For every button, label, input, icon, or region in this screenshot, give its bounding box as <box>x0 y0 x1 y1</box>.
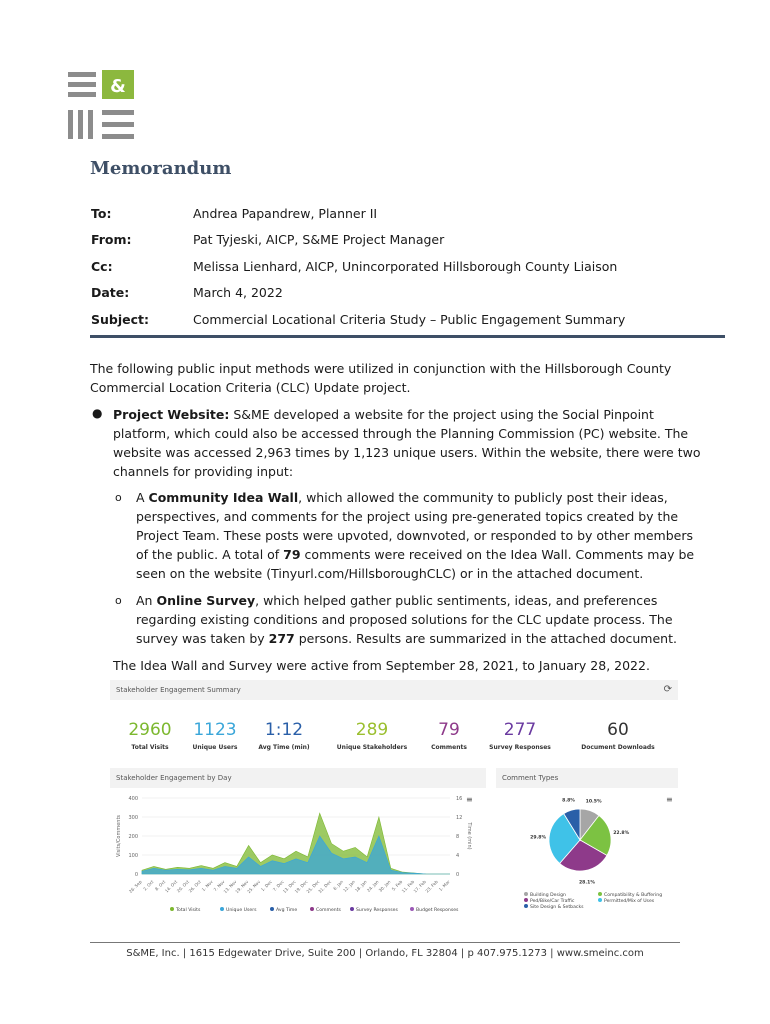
x-tick-label: 18. Jan <box>354 879 368 893</box>
legend-label[interactable]: Total Visits <box>176 908 201 913</box>
header-divider <box>90 335 725 338</box>
header-value-date: March 4, 2022 <box>193 285 283 300</box>
legend-label[interactable]: Ped/Bike/Car Traffic <box>530 899 575 904</box>
x-tick-label: 31. Dec <box>317 879 333 895</box>
x-tick-label: 7. Dec <box>271 879 285 893</box>
x-tick-label: 1. Dec <box>259 879 274 893</box>
x-tick-label: 25. Nov <box>246 879 262 895</box>
y-tick-label: 200 <box>128 834 138 840</box>
kpi-label-total-visits: Total Visits <box>131 744 169 751</box>
x-tick-label: 1. Nov <box>200 879 214 893</box>
comment-types-title: Comment Types <box>502 774 559 782</box>
kpi-value-unique-users: 1123 <box>193 720 237 740</box>
kpi-value-unique-stakeholders: 289 <box>355 720 389 740</box>
pie-data-label: 10.5% <box>585 799 602 805</box>
header-label-to: To: <box>91 206 112 221</box>
legend-marker <box>524 892 528 896</box>
x-tick-label: 26. Oct <box>187 879 202 894</box>
intro-line-1: The following public input methods were utilized in conjunction with the Hillsborough County <box>90 361 672 376</box>
kpi-label-avg-time: Avg Time (min) <box>258 744 310 751</box>
bullet1-line-3: website was accessed 2,963 times by 1,123 unique users. Within the website, there were two <box>113 445 701 460</box>
kpi-label-document-downloads: Document Downloads <box>581 744 655 751</box>
legend-marker <box>310 907 314 911</box>
x-tick-label: 7. Nov <box>212 879 226 893</box>
x-tick-label: 23. Feb <box>424 879 439 894</box>
kpi-label-unique-stakeholders: Unique Stakeholders <box>336 744 408 751</box>
x-tick-label: 17. Feb <box>412 879 428 894</box>
bullet1-line-1 <box>113 405 654 424</box>
engagement-dashboard <box>110 678 678 918</box>
y-tick-label: 100 <box>128 853 138 859</box>
sub1-line-2: perspectives, and comments for the project using pre-generated topics created by the <box>136 509 679 524</box>
sub2-line-3 <box>136 629 677 648</box>
sub2-line3-pre: survey was taken by <box>136 631 269 646</box>
engagement-by-day-chart <box>110 790 480 918</box>
y2-tick-label: 4 <box>456 853 460 859</box>
sub1-line4-post: comments were received on the Idea Wall. Comments may be <box>300 547 695 562</box>
kpi-value-document-downloads: 60 <box>607 720 629 740</box>
sub2-line-1 <box>136 591 657 610</box>
pie-data-label: 29.8% <box>530 835 547 841</box>
closing-line: The Idea Wall and Survey were active from September 28, 2021, to January 28, 2022. <box>113 658 650 673</box>
intro-line-2: Commercial Location Criteria (CLC) Update project. <box>90 380 411 395</box>
x-tick-label: 20. Oct <box>175 879 191 894</box>
x-tick-label: 8. Oct <box>153 879 167 892</box>
header-label-cc: Cc: <box>91 259 113 274</box>
comment-types-panel-header <box>496 768 678 788</box>
header-value-subject: Commercial Locational Criteria Study – Public Engagement Summary <box>193 312 626 327</box>
y-tick-label: 300 <box>128 815 138 821</box>
header-label-date: Date: <box>91 285 130 300</box>
x-tick-label: 19. Dec <box>293 879 309 895</box>
sub-bullet-circle: o <box>115 594 122 607</box>
footer-divider <box>90 942 680 943</box>
x-tick-label: 6. Jan <box>332 879 345 892</box>
x-tick-label: 26. Sep <box>127 879 143 894</box>
y-tick-label: 0 <box>134 872 138 878</box>
sub1-line4-num: 79 <box>283 547 301 562</box>
sub1-line4-pre: of the public. A total of <box>136 547 284 562</box>
kpi-value-survey-responses: 277 <box>503 720 537 740</box>
legend-label[interactable]: Unique Users <box>226 908 257 913</box>
x-tick-label: 1. Mar <box>437 879 451 893</box>
legend-marker <box>170 907 174 911</box>
header-value-from: Pat Tyjeski, AICP, S&ME Project Manager <box>193 232 445 247</box>
footer-address: S&ME, Inc. | 1615 Edgewater Drive, Suite 200 | Orlando, FL 32804 | p 407.975.1273 | www.smeinc.com <box>126 948 644 959</box>
memo-title: Memorandum <box>90 158 232 179</box>
kpi-label-comments: Comments <box>431 744 467 751</box>
sme-logo <box>68 70 138 140</box>
x-tick-label: 2. Oct <box>142 879 155 892</box>
chart-menu-icon[interactable]: ≡ <box>466 795 473 804</box>
header-value-to: Andrea Papandrew, Planner II <box>193 206 378 221</box>
sub1-line-3: Project Team. These posts were upvoted, downvoted, or responded to by other members <box>136 528 693 543</box>
x-tick-label: 12. Jan <box>342 879 356 893</box>
dashboard-title-bar <box>110 680 678 700</box>
x-tick-label: 24. Jan <box>365 879 380 893</box>
bullet1-lead: Project Website: <box>113 407 230 422</box>
y-tick-label: 400 <box>128 796 138 802</box>
y2-tick-label: 0 <box>456 872 460 878</box>
chart-menu-icon[interactable]: ≡ <box>666 795 673 804</box>
bullet1-line-4: channels for providing input: <box>113 464 294 479</box>
y-axis-label: Visits/Comments <box>116 814 122 858</box>
bullet1-line-2: platform, which could also be accessed through the Planning Commission (PC) website. The <box>113 426 689 441</box>
legend-marker <box>598 898 602 902</box>
refresh-icon[interactable]: ⟳ <box>663 684 672 695</box>
by-day-panel-header <box>110 768 486 788</box>
x-tick-label: 11. Feb <box>400 879 416 894</box>
header-value-cc: Melissa Lienhard, AICP, Unincorporated Hillsborough County Liaison <box>193 259 618 274</box>
legend-label[interactable]: Avg Time <box>276 908 298 913</box>
y2-tick-label: 8 <box>456 834 460 840</box>
sub2-line3-post: persons. Results are summarized in the attached document. <box>294 631 677 646</box>
sub1-pre: A <box>136 490 149 505</box>
legend-label[interactable]: Comments <box>316 908 341 913</box>
legend-marker <box>410 907 414 911</box>
sub-bullet-circle: o <box>115 491 122 504</box>
sub1-line-5: seen on the website (Tinyurl.com/HillsboroughCLC) or in the attached document. <box>136 566 644 581</box>
kpi-value-comments: 79 <box>438 720 460 740</box>
pie-data-label: 22.8% <box>613 830 630 836</box>
sub2-line1-text: , which helped gather public sentiments, ideas, and preferences <box>255 593 658 608</box>
kpi-label-survey-responses: Survey Responses <box>489 744 551 751</box>
header-label-subject: Subject: <box>91 312 149 327</box>
y2-tick-label: 16 <box>456 796 463 802</box>
x-tick-label: 13. Nov <box>222 879 238 895</box>
pie-data-label: 8.8% <box>562 798 575 804</box>
x-tick-label: 19. Nov <box>234 879 250 895</box>
header-label-from: From: <box>91 232 132 247</box>
legend-label[interactable]: Building Design <box>530 893 566 898</box>
legend-label[interactable]: Compatibility & Buffering <box>604 893 663 898</box>
x-tick-label: 25. Dec <box>305 879 321 895</box>
legend-label[interactable]: Budget Responses <box>416 908 459 913</box>
legend-marker <box>524 898 528 902</box>
kpi-value-total-visits: 2960 <box>128 720 172 740</box>
legend-marker <box>220 907 224 911</box>
logo-amp: & <box>110 76 126 97</box>
legend-marker <box>524 904 528 908</box>
sub1-lead: Community Idea Wall <box>148 490 299 505</box>
sub2-line-2: regarding existing conditions and proposed solutions for the CLC update process. The <box>136 612 673 627</box>
bullet-dot: ● <box>92 406 103 420</box>
sub2-lead: Online Survey <box>156 593 256 608</box>
y2-axis-label: Time (min) <box>466 822 472 850</box>
bullet1-line1-text: S&ME developed a website for the project using the Social Pinpoint <box>229 407 654 422</box>
x-tick-label: 13. Dec <box>281 879 297 895</box>
sub1-line-4 <box>136 545 694 564</box>
legend-label[interactable]: Survey Responses <box>356 908 398 913</box>
comment-types-pie-chart <box>496 790 676 918</box>
legend-marker <box>598 892 602 896</box>
x-tick-label: 5. Feb <box>390 879 404 892</box>
kpi-value-avg-time: 1:12 <box>264 720 304 740</box>
dashboard-title: Stakeholder Engagement Summary <box>116 686 241 694</box>
x-tick-label: 30. Jan <box>377 879 392 893</box>
sub2-line3-num: 277 <box>268 631 295 646</box>
pie-data-label: 28.1% <box>578 880 595 886</box>
legend-marker <box>270 907 274 911</box>
legend-marker <box>350 907 354 911</box>
sub1-line1-text: , which allowed the community to publicly post their ideas, <box>298 490 668 505</box>
by-day-title: Stakeholder Engagement by Day <box>116 774 232 782</box>
x-tick-label: 14. Oct <box>163 879 179 894</box>
sub2-pre: An <box>136 593 157 608</box>
y2-tick-label: 12 <box>456 815 463 821</box>
kpi-label-unique-users: Unique Users <box>192 744 238 751</box>
legend-label[interactable]: Site Design & Setbacks <box>530 905 584 910</box>
sub1-line-1 <box>136 488 668 507</box>
legend-label[interactable]: Permitted/Mix of Uses <box>604 899 655 904</box>
